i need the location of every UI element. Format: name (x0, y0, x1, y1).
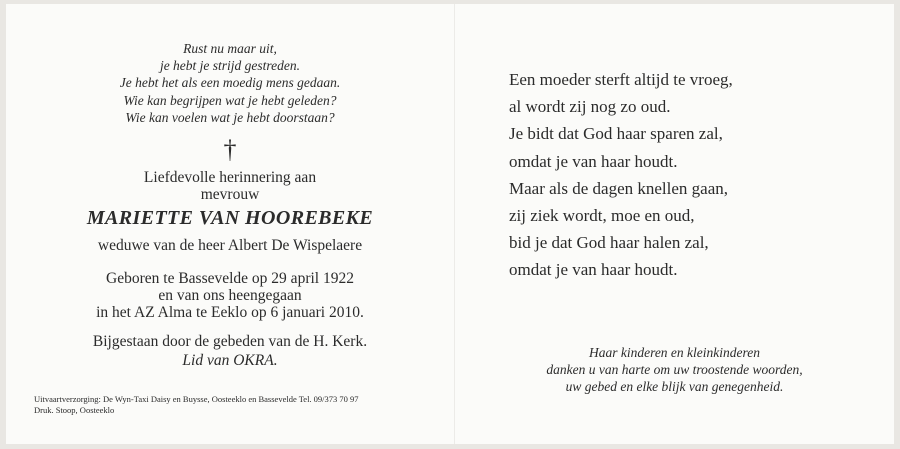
poem-line: je hebt je strijd gestreden. (159, 58, 301, 74)
memorial-card (6, 4, 894, 444)
footer-credits (34, 394, 359, 416)
memory-heading (6, 169, 454, 203)
poem-line: Je bidt dat God haar sparen zal, (509, 124, 723, 144)
left-page (6, 4, 454, 444)
poem-line: zij ziek wordt, moe en oud, (509, 206, 695, 226)
detail-line: in het AZ Alma te Eeklo op 6 januari 2010. (96, 304, 364, 322)
title-line: mevrouw (200, 186, 260, 203)
poem-line: al wordt zij nog zo oud. (509, 97, 671, 117)
poem-line: Maar als de dagen knellen gaan, (509, 178, 729, 198)
detail-line: en van ons heengegaan (158, 287, 302, 305)
widow-line: weduwe van de heer Albert De Wispelaere (97, 237, 363, 254)
church-section (6, 332, 454, 370)
thanks-line: uw gebed en elke blijk van genegenheid. (565, 379, 784, 395)
poem-line: Je hebt het als een moedig mens gedaan. (119, 75, 341, 91)
mother-poem (509, 66, 733, 284)
detail-line: Geboren te Bassevelde op 29 april 1922 (106, 270, 354, 287)
poem-line: Een moeder sterft altijd te vroeg, (509, 70, 733, 89)
right-page (455, 4, 894, 444)
poem-line: Wie kan voelen wat je hebt doorstaan? (125, 109, 335, 125)
thanks-line: danken u van harte om uw troostende woorden, (546, 362, 803, 378)
printer-line: Druk. Stoop, Oosteeklo (34, 405, 115, 415)
poem-line: Wie kan begrijpen wat je hebt geleden? (123, 92, 337, 108)
membership-line: Lid van OKRA. (182, 352, 278, 369)
memory-line: Liefdevolle herinnering aan (143, 169, 317, 186)
church-line: Bijgestaan door de gebeden van de H. Kerk. (92, 333, 368, 350)
cross-icon: † (223, 135, 237, 164)
poem-line: Rust nu maar uit, (183, 41, 277, 56)
opening-poem (6, 40, 454, 126)
thanks-line: Haar kinderen en kleinkinderen (588, 345, 761, 360)
birth-death-details (6, 270, 454, 322)
thanks-message (455, 344, 894, 396)
funeral-service-line: Uitvaartverzorging: De Wyn-Taxi Daisy en Buysse, Oosteeklo en Bassevelde Tel. 09/373 70 97 (34, 394, 359, 404)
poem-line: omdat je van haar houdt. (509, 260, 678, 280)
poem-line: omdat je van haar houdt. (509, 151, 678, 171)
deceased-name: MARIETTE VAN HOOREBEKE (86, 207, 374, 229)
poem-line: bid je dat God haar halen zal, (509, 233, 709, 253)
